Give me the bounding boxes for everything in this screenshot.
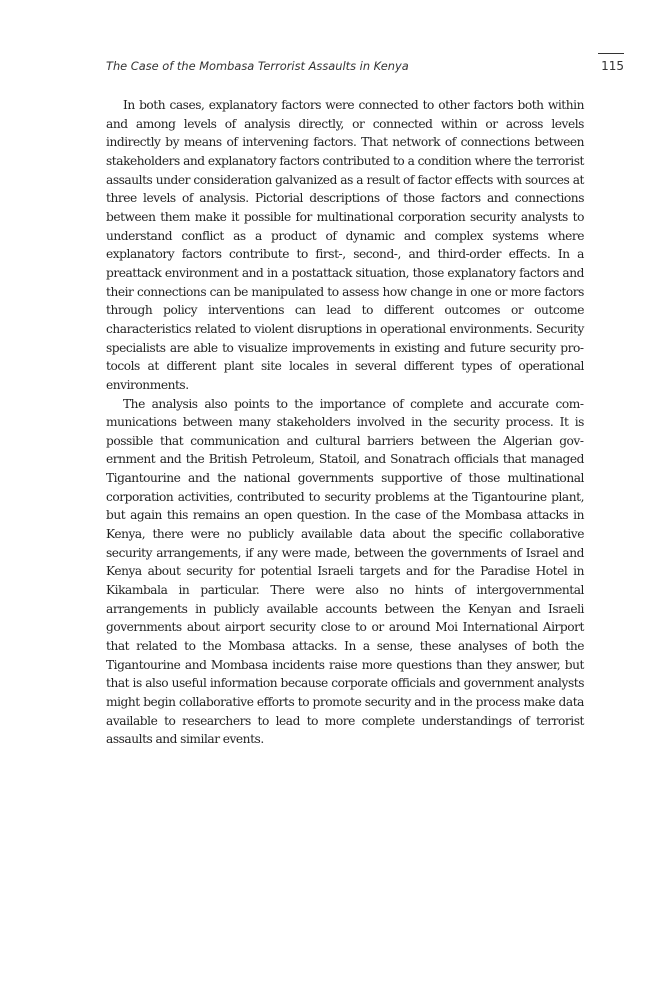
paragraph-1: In both cases, explanatory factors were connected to other factors both within and among levels of analysis directly, or connected within or across levels indirectly by means of intervening factors. That network of connections between stakeholders and explanatory factors contributed to a condition where the terrorist assaults under consideration galvanized as a result of factor effects with sources at three levels of analysis. Pictorial descriptions of those factors and connections between them make it possible for multinational corporation security analysts to understand conflict as a product of dynamic and complex systems where explanatory factors contribute to first-, second-, and third-order effects. In a preattack environment and in a postattack situation, those explanatory factors and their connections can be manipulated to assess how change in one or more factors through policy interventions can lead to different outcomes or outcome characteristics related to violent disruptions in operational environments. Security specialists are able to visualize improvements in existing and future security protocols at different plant site locales in several different types of operational environments. [106,98,584,392]
paragraph-2: The analysis also points to the importance of complete and accurate communications between many stakeholders involved in the security process. It is possible that communication and cultural barriers between the Algerian government and the British Petroleum, Statoil, and Sonatrach officials that managed Tigantourine and the national governments supportive of those multinational corporation activities, contributed to security problems at the Tigantourine plant, but again this remains an open question. In the case of the Mombasa attacks in Kenya, there were no publicly available data about the specific collaborative security arrangements, if any were made, between the governments of Israel and Kenya about security for potential Israeli targets and for the Paradise Hotel in Kikambala in particular. There were also no hints of intergovernmental arrangements in publicly available accounts between the Kenyan and Israeli governments about airport security close to or around Moi International Airport that related to the Mombasa attacks. In a sense, these analyses of both the Tigantourine and Mombasa incidents raise more questions than they answer, but that is also useful information because corporate officials and government analysts might begin collaborative efforts to promote security and in the process make data available to researchers to lead to more complete understandings of terrorist assaults and similar events. [106,396,584,747]
running-head-title: The Case of the Mombasa Terrorist Assaults in Kenya [106,59,409,73]
body-text [106,96,584,749]
header-rule [598,53,624,54]
page-number: 115 [601,59,624,73]
